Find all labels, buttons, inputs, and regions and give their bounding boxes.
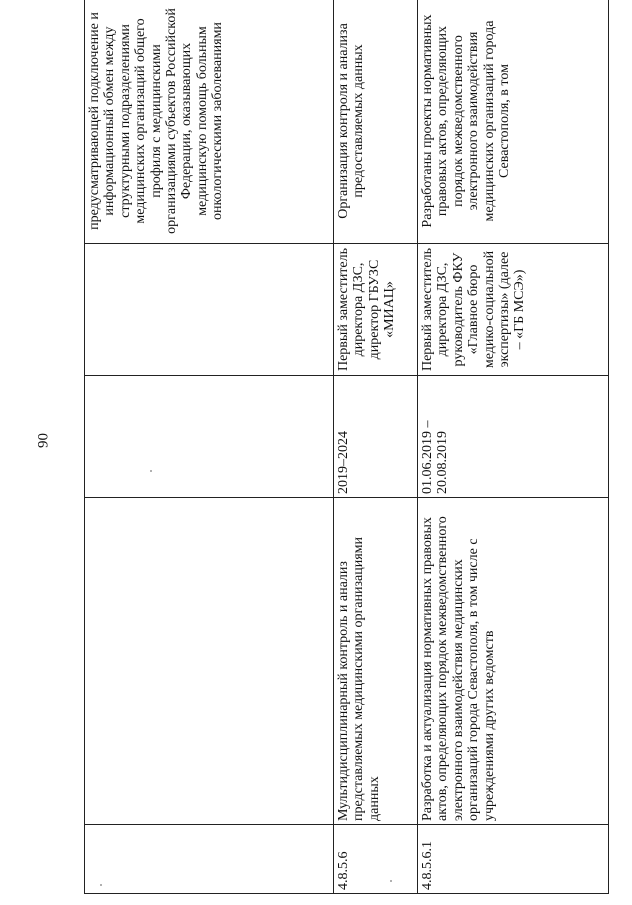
cell-result: Организация контроля и анализа предоставляемых данных [334,0,418,244]
scan-speck [150,470,152,472]
table-row [418,0,609,894]
cell-num [85,825,334,894]
scan-speck [100,884,102,886]
table-row [85,0,334,894]
cell-result: предусматривающей подключение и информационный обмен между структурными подразделениями медицинских организаций общего профиля с медицинскими организациями субъектов Российской Федерации, оказывающих медицинскую помощь больным онкологическими заболеваниями [85,0,334,244]
cell-name: Мультидисциплинарный контроль и анализ представляемых медицинскими организациями данных [334,498,418,825]
cell-num: 4.8.5.6 [334,825,418,894]
cell-result: Разработаны проекты нормативных правовых актов, определяющих порядок межведомственного электронного взаимодействия медицинских организаций города Севастополя, в том [418,0,609,244]
cell-responsible [85,244,334,376]
plan-table [84,0,609,894]
cell-date: 2019–2024 [334,376,418,498]
page-number: 90 [35,433,52,448]
table-row [334,0,418,894]
scan-speck [390,880,392,882]
cell-name [85,498,334,825]
cell-num: 4.8.5.6.1 [418,825,609,894]
rotated-table-container [84,8,608,894]
cell-date [85,376,334,498]
cell-date: 01.06.2019 – 20.08.2019 [418,376,609,498]
cell-name: Разработка и актуализация нормативных правовых актов, определяющих порядок межведомственного электронного взаимодействия медицинских организаций города Севастополя, в том числе с учреждениями других ведомств [418,498,609,825]
cell-responsible: Первый заместитель директора ДЗС, руководитель ФКУ «Главное бюро медико-социальной экспертизы» (далее – «ГБ МСЭ») [418,244,609,376]
cell-responsible: Первый заместитель директора ДЗС, директор ГБУЗС «МИАЦ» [334,244,418,376]
